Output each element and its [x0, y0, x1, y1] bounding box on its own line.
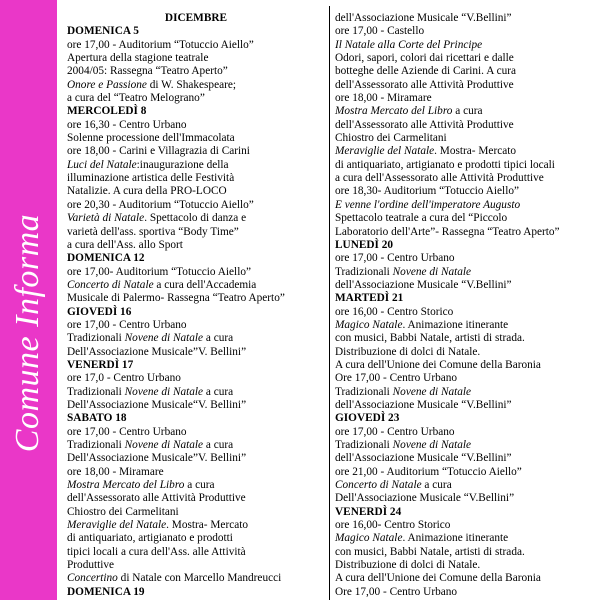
event-title: Magico Natale	[335, 532, 403, 545]
event-line	[335, 319, 597, 332]
event-line	[67, 479, 325, 492]
text-segment: VENERDÌ 17	[67, 358, 134, 371]
text-segment: di antiquariato, artigianato e prodotti	[67, 532, 233, 545]
text-segment: DICEMBRE	[164, 12, 228, 24]
event-title: E venne l'ordine dell'imperatore Augusto	[335, 198, 521, 211]
event-title: Novene di Natale	[124, 385, 204, 398]
text-segment: dell'Associazione Musicale “V.Bellini”	[335, 398, 512, 411]
event-line	[335, 346, 597, 359]
event-line	[335, 12, 597, 25]
event-line	[335, 266, 597, 279]
text-segment: dell'Associazione Musicale “V.Bellini”	[335, 452, 512, 465]
event-line	[335, 426, 597, 439]
text-segment: . Animazione itinerante	[402, 532, 509, 545]
text-segment: MARTEDÌ 21	[335, 292, 404, 305]
month-heading	[67, 12, 325, 25]
event-title: Concertino	[67, 572, 118, 585]
event-line	[335, 306, 597, 319]
text-segment: Dell'Associazione Musicale “V.Bellini”	[335, 492, 515, 505]
text-segment: dell'Assessorato alle Attività Produttive	[335, 78, 514, 91]
text-segment: dell'Associazione Musicale “V.Bellini”	[335, 12, 512, 24]
event-line	[335, 226, 597, 239]
text-segment: SABATO 18	[67, 412, 127, 425]
event-line	[335, 492, 597, 505]
event-title: Novene di Natale	[124, 439, 204, 451]
text-segment: Solenne processione dell'Immacolata	[67, 132, 235, 145]
text-segment: a cura	[184, 479, 215, 492]
text-segment: ore 20,30 - Auditorium “Totuccio Aiello”	[67, 198, 254, 211]
event-line	[67, 519, 325, 532]
event-line	[67, 226, 325, 239]
day-heading	[67, 359, 325, 372]
text-segment: Tradizionali	[335, 385, 393, 398]
event-line	[67, 212, 325, 225]
event-title: Varietà di Natale	[67, 212, 145, 225]
event-line	[67, 386, 325, 399]
event-line	[335, 452, 597, 465]
event-line	[67, 439, 325, 452]
event-line	[335, 105, 597, 118]
event-line	[335, 212, 597, 225]
event-title: Meraviglie del Natale	[335, 145, 435, 158]
text-segment: con musici, Babbi Natale, artisti di strada.	[335, 545, 525, 558]
text-segment: a cura del “Teatro Melograno”	[67, 92, 205, 105]
text-segment: . Spettacolo di danza e	[144, 212, 247, 225]
text-segment: ore 17,00 - Centro Urbano	[335, 252, 455, 265]
event-line	[335, 52, 597, 65]
text-segment: Chiostro dei Carmelitani	[335, 132, 447, 145]
event-title: Il Natale alla Corte del Principe	[335, 38, 483, 51]
sidebar-title: Comune Informa	[9, 213, 46, 453]
event-line	[67, 346, 325, 359]
text-segment: botteghe delle Aziende di Carini. A cura	[335, 65, 517, 78]
text-segment: di W. Shakespeare;	[146, 78, 237, 91]
text-segment: A cura dell'Unione dei Comune della Baronia	[335, 572, 541, 585]
text-segment: ore 17,00 - Centro Urbano	[67, 318, 187, 331]
event-title: Mostra Mercato del Libro	[67, 479, 185, 492]
text-segment: Natalizie. A cura della PRO-LOCO	[67, 185, 227, 198]
text-segment: a cura	[421, 479, 452, 492]
day-heading	[67, 25, 325, 38]
event-line	[335, 159, 597, 172]
day-heading	[67, 412, 325, 425]
event-line	[67, 199, 325, 212]
text-segment: Tradizionali	[335, 265, 393, 278]
text-segment: a cura	[203, 439, 234, 451]
text-segment: a cura dell'Assessorato alle Attività Produttive	[335, 172, 544, 185]
text-segment: Tradizionali	[67, 385, 125, 398]
event-line	[335, 519, 597, 532]
left-column	[67, 12, 325, 599]
text-segment: ore 17,0 - Centro Urbano	[67, 372, 181, 385]
event-line	[335, 132, 597, 145]
text-segment: Distribuzione di dolci di Natale.	[335, 559, 481, 572]
event-line	[67, 39, 325, 52]
text-segment: . Mostra- Mercato	[166, 519, 249, 532]
text-segment: GIOVEDÌ 23	[335, 412, 400, 425]
text-segment: Ore 17,00 - Centro Urbano	[335, 372, 458, 385]
text-segment: A cura dell'Unione dei Comune della Baronia	[335, 358, 541, 371]
event-line	[67, 79, 325, 92]
event-line	[335, 279, 597, 292]
event-title: Mostra Mercato del Libro	[335, 105, 453, 118]
event-title: Concerto di Natale	[67, 278, 154, 291]
text-segment: Dell'Associazione Musicale”V. Bellini”	[67, 452, 247, 465]
text-segment: ore 17,00 - Centro Urbano	[335, 425, 455, 438]
column-divider	[329, 6, 330, 600]
text-segment: tipici locali a cura dell'Ass. alle Attività	[67, 545, 246, 558]
text-segment: dell'Associazione Musicale “V.Bellini”	[335, 278, 512, 291]
event-line	[335, 372, 597, 385]
event-line	[335, 532, 597, 545]
event-line	[67, 172, 325, 185]
event-line	[67, 145, 325, 158]
event-line	[335, 546, 597, 559]
day-heading	[335, 506, 597, 519]
text-segment: Odori, sapori, colori dai ricettari e dalle	[335, 52, 514, 65]
event-line	[67, 426, 325, 439]
event-line	[335, 386, 597, 399]
event-title: Novene di Natale	[392, 439, 472, 451]
event-line	[67, 239, 325, 252]
event-line	[67, 506, 325, 519]
event-line	[335, 79, 597, 92]
text-segment: ore 18,30- Auditorium “Totuccio Aiello”	[335, 185, 519, 198]
event-line	[67, 292, 325, 305]
event-line	[67, 319, 325, 332]
text-segment: Apertura della stagione teatrale	[67, 52, 209, 65]
event-line	[335, 92, 597, 105]
text-segment: ore 16,30 - Centro Urbano	[67, 118, 187, 131]
text-segment: ore 17,00 - Castello	[335, 25, 425, 38]
text-segment: a cura	[203, 385, 234, 398]
event-line	[67, 466, 325, 479]
day-heading	[335, 292, 597, 305]
event-title: Luci del Natale	[67, 158, 137, 171]
text-segment: ore 16,00 - Centro Storico	[335, 305, 454, 318]
text-segment: Spettacolo teatrale a cura del “Piccolo	[335, 212, 508, 225]
event-line	[67, 372, 325, 385]
text-segment: ore 17,00- Auditorium “Totuccio Aiello”	[67, 265, 251, 278]
text-segment: ore 18,00 - Carini e Villagrazia di Carini	[67, 145, 250, 158]
text-segment: VENERDÌ 24	[335, 505, 402, 518]
event-line	[67, 266, 325, 279]
sidebar-band	[0, 0, 57, 600]
text-segment: 2004/05: Rassegna “Teatro Aperto”	[67, 65, 228, 78]
event-line	[335, 466, 597, 479]
event-line	[335, 572, 597, 585]
text-segment: MERCOLEDÌ 8	[67, 105, 147, 118]
event-line	[67, 559, 325, 572]
text-segment: di antiquariato, artigianato e prodotti tipici locali	[335, 158, 555, 171]
event-line	[67, 572, 325, 585]
event-line	[67, 492, 325, 505]
event-line	[67, 65, 325, 78]
event-line	[67, 159, 325, 172]
event-title: Novene di Natale	[124, 332, 204, 345]
text-segment: ore 21,00 - Auditorium “Totuccio Aiello”	[335, 465, 522, 478]
text-segment: a cura dell'Accademia	[153, 278, 257, 291]
event-line	[67, 52, 325, 65]
text-segment: :inaugurazione della	[136, 158, 229, 171]
text-segment: . Mostra- Mercato	[434, 145, 517, 158]
text-segment: Chiostro dei Carmelitani	[67, 505, 179, 518]
text-segment: di Natale con Marcello Mandreucci	[117, 572, 282, 585]
event-line	[335, 119, 597, 132]
text-segment: a cura	[203, 332, 234, 345]
text-segment: ore 18,00 - Miramare	[335, 92, 432, 105]
event-line	[335, 185, 597, 198]
event-line	[67, 119, 325, 132]
event-line	[335, 439, 597, 452]
text-segment: illuminazione artistica delle Festività	[67, 172, 235, 185]
text-segment: ore 18,00 - Miramare	[67, 465, 164, 478]
event-line	[67, 92, 325, 105]
day-heading	[67, 306, 325, 319]
event-line	[335, 332, 597, 345]
day-heading	[335, 412, 597, 425]
text-segment: con musici, Babbi Natale, artisti di strada.	[335, 332, 525, 345]
event-line	[335, 199, 597, 212]
day-heading	[67, 252, 325, 265]
right-column	[335, 12, 597, 599]
text-segment: Tradizionali	[67, 332, 125, 345]
text-segment: Dell'Associazione Musicale”V. Bellini”	[67, 345, 247, 358]
event-line	[335, 65, 597, 78]
text-segment: DOMENICA 5	[67, 25, 139, 38]
event-line	[67, 332, 325, 345]
event-line	[67, 532, 325, 545]
event-line	[67, 546, 325, 559]
text-segment: Laboratorio dell'Arte”- Rassegna “Teatro Aperto”	[335, 225, 560, 238]
text-segment: GIOVEDÌ 16	[67, 305, 132, 318]
text-segment: DOMENICA 19	[67, 585, 145, 598]
event-line	[67, 279, 325, 292]
event-title: Novene di Natale	[392, 265, 472, 278]
text-segment: Produttive	[67, 559, 115, 572]
event-line	[335, 359, 597, 372]
text-segment: a cura dell'Ass. allo Sport	[67, 238, 183, 251]
text-segment: dell'Assessorato alle Attività Produttive	[67, 492, 246, 505]
event-line	[335, 145, 597, 158]
text-segment: Musicale di Palermo- Rassegna “Teatro Aperto”	[67, 292, 285, 305]
text-segment: a cura	[452, 105, 483, 118]
day-heading	[335, 239, 597, 252]
event-line	[335, 559, 597, 572]
day-heading	[67, 586, 325, 599]
text-segment: ore 17,00 - Auditorium “Totuccio Aiello”	[67, 38, 254, 51]
event-title: Novene di Natale	[392, 385, 472, 398]
text-segment: Tradizionali	[335, 439, 393, 451]
event-title: Onore e Passione	[67, 78, 147, 91]
text-segment: dell'Assessorato alle Attività Produttive	[335, 118, 514, 131]
text-segment: Tradizionali	[67, 439, 125, 451]
event-line	[335, 172, 597, 185]
text-segment: DOMENICA 12	[67, 252, 145, 265]
text-segment: Distribuzione di dolci di Natale.	[335, 345, 481, 358]
text-segment: ore 17,00 - Centro Urbano	[67, 425, 187, 438]
event-line	[335, 399, 597, 412]
text-segment: LUNEDÌ 20	[335, 238, 394, 251]
text-segment: varietà dell'ass. sportiva “Body Time”	[67, 225, 239, 238]
text-segment: ore 16,00- Centro Storico	[335, 519, 451, 532]
event-line	[67, 185, 325, 198]
day-heading	[67, 105, 325, 118]
text-segment: Ore 17,00 - Centro Urbano	[335, 585, 458, 598]
text-segment: Dell'Associazione Musicale“V. Bellini”	[67, 398, 247, 411]
event-line	[335, 479, 597, 492]
event-line	[335, 39, 597, 52]
event-title: Concerto di Natale	[335, 479, 422, 492]
event-line	[67, 399, 325, 412]
event-line	[335, 586, 597, 599]
text-segment: . Animazione itinerante	[402, 318, 509, 331]
event-line	[335, 252, 597, 265]
event-title: Magico Natale	[335, 318, 403, 331]
event-line	[67, 132, 325, 145]
event-title: Meraviglie del Natale	[67, 519, 167, 532]
event-line	[67, 452, 325, 465]
event-line	[335, 25, 597, 38]
